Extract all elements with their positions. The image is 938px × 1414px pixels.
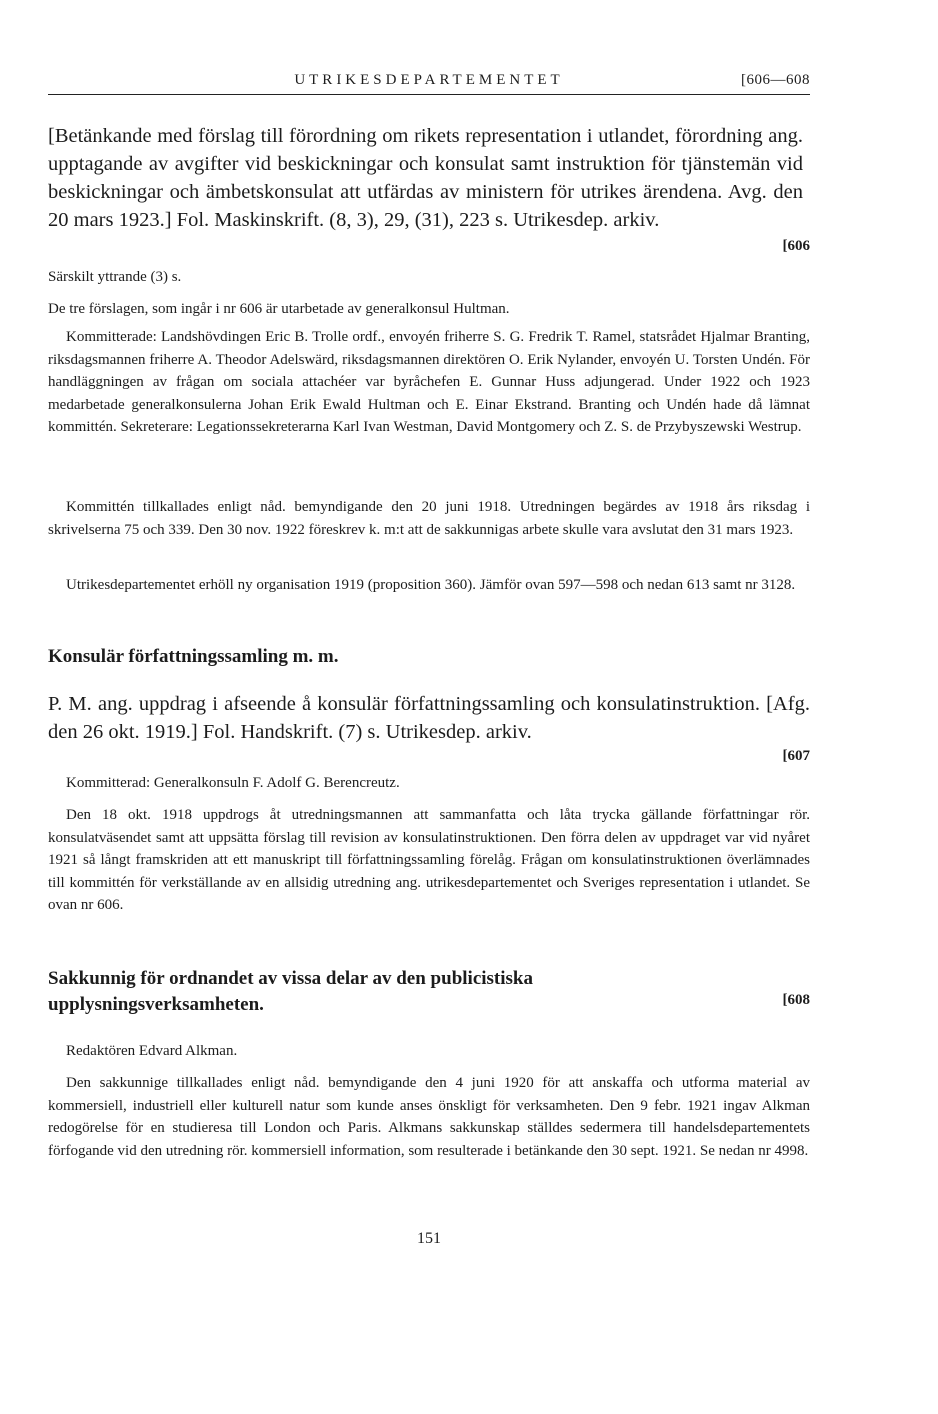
running-head-range: [606—608 bbox=[741, 72, 810, 88]
running-head bbox=[48, 70, 810, 95]
entry-607-committee: Kommitterad: Generalkonsuln F. Adolf G. Berencreutz. bbox=[66, 775, 400, 791]
entry-606-committee: Kommitterade: Landshövdingen Eric B. Trolle ordf., envoyén friherre S. G. Fredrik T. Ramel, statsrådet Hjalmar Branting, riksdagsmannen friherre A. Theodor Adelswärd, riksdagsmannen direktören O. Erik Nylander, envoyén U. Torsten Undén. För handläggningen av frågan om sociala attachéer var byråchefen E. Gunnar Huss adjungerad. Under 1922 och 1923 medarbetade generalkonsulerna Johan Erik Ewald Hultman och E. Einar Ekstrand. Branting och Undén hade då lämnat kommittén. Sekreterare: Legationssekreterarna Karl Ivan Westman, David Montgomery och Z. S. de Przybyszewski Westrup. bbox=[48, 329, 810, 435]
section-heading-consular: Konsulär författningssamling m. m. bbox=[48, 646, 339, 667]
running-head-title: UTRIKESDEPARTEMENTET bbox=[294, 72, 564, 88]
entry-606-note-proposals: De tre förslagen, som ingår i nr 606 är utarbetade av generalkonsul Hultman. bbox=[48, 301, 510, 317]
entry-606-citation: [Betänkande med förslag till förordning om rikets representation i utlandet, förordning ang. upptagande av avgifter vid beskickningar och konsulat samt instruktion för tjänstemän vid beskickningar och ämbetskonsulat att utfärdas av ministern för utrikes ärendena. Avg. den 20 mars 1923.] Fol. Maskinskrift. (8, 3), 29, (31), 223 s. Utrikesdep. arkiv. bbox=[48, 125, 803, 231]
entry-608-number: [608 bbox=[782, 992, 810, 1008]
entry-607-citation: P. M. ang. uppdrag i afseende å konsulär författningssamling och konsulatinstruktion. [Afg. den 26 okt. 1919.] Fol. Handskrift. (7) s. Utrikesdep. arkiv. bbox=[48, 693, 810, 743]
page-number: 151 bbox=[417, 1230, 441, 1247]
section-heading-publicist: Sakkunnig för ordnandet av vissa delar av den publicistiska upplysningsverksamheten. bbox=[48, 968, 533, 1015]
entry-608-expert: Redaktören Edvard Alkman. bbox=[66, 1043, 238, 1059]
entry-608-commission: Den sakkunnige tillkallades enligt nåd. bemyndigande den 4 juni 1920 för att anskaffa och utforma material av kommersiell, industriell eller kulturell natur som kunde anses önskligt för verksamheten. Den 9 febr. 1921 ingav Alkman redogörelse för en studieresa till London och Paris. Alkmans sakkunskap ställdes sedermera till handelsdepartementets förfogande vid den utredning rör. kommersiell information, som resulterade i betänkande den 30 sept. 1921. Se nedan nr 4998. bbox=[48, 1075, 810, 1159]
entry-606-appointment: Kommittén tillkallades enligt nåd. bemyndigande den 20 juni 1918. Utredningen begärdes av 1918 års riksdag i skrivelserna 75 och 339. Den 30 nov. 1922 föreskrev k. m:t att de sakkunnigas arbete skulle vara avslutat den 31 mars 1923. bbox=[48, 499, 810, 538]
entry-606-note-special: Särskilt yttrande (3) s. bbox=[48, 269, 182, 285]
entry-607-number: [607 bbox=[782, 748, 810, 764]
entry-607-commission: Den 18 okt. 1918 uppdrogs åt utredningsmannen att sammanfatta och låta trycka gällande författningar rör. konsulatväsendet samt att uppsätta förslag till revision av konsulatinstruktionen. Den förra delen av uppdraget var vid nyåret 1921 så långt framskriden att ett manuskript till författningssamling förelåg. Frågan om konsulatinstruktionen överlämnades till kommittén för verkställande av en allsidig utredning ang. utrikesdepartementet och Sveriges representation i utlandet. Se ovan nr 606. bbox=[48, 807, 810, 913]
entry-606-organisation: Utrikesdepartementet erhöll ny organisation 1919 (proposition 360). Jämför ovan 597—598 och nedan 613 samt nr 3128. bbox=[66, 577, 796, 593]
entry-606-number: [606 bbox=[782, 238, 810, 254]
